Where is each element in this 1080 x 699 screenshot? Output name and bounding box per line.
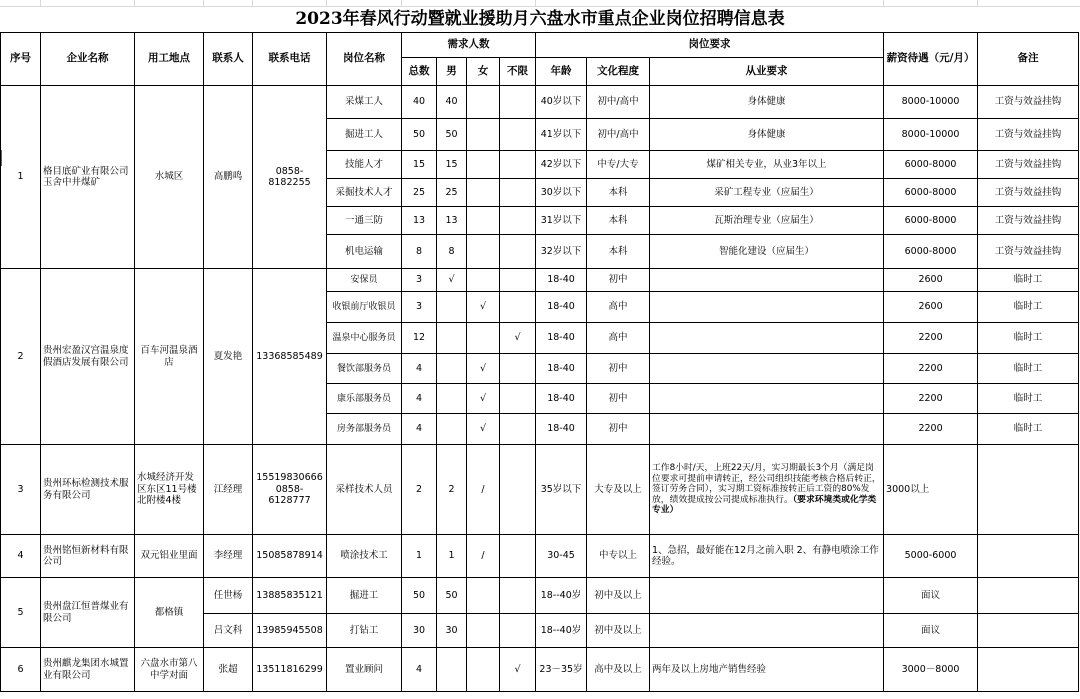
any-cell (500, 235, 536, 269)
experience-cell: 煤矿相关专业，从业3年以上 (650, 151, 884, 179)
age-cell: 30-45 (536, 535, 587, 578)
location-cell: 水城经济开发区东区11号楼北附楼4楼 (135, 445, 204, 535)
education-cell: 初中 (587, 354, 650, 384)
header-seq: 序号 (1, 33, 41, 86)
age-cell: 18-40 (536, 384, 587, 414)
seq-cell: 4 (1, 535, 41, 578)
female-cell: √ (467, 384, 500, 414)
experience-cell: 身体健康 (650, 86, 884, 119)
phone-cell: 13885835121 (253, 578, 327, 614)
age-cell: 18-40 (536, 269, 587, 292)
total-cell: 13 (402, 207, 437, 235)
female-cell: √ (467, 292, 500, 323)
male-cell: 2 (437, 445, 467, 535)
total-cell: 3 (402, 269, 437, 292)
age-cell: 18--40岁 (536, 578, 587, 614)
education-cell: 本科 (587, 235, 650, 269)
female-cell (467, 648, 500, 692)
any-cell (500, 207, 536, 235)
any-cell (500, 179, 536, 207)
male-cell (437, 292, 467, 323)
age-cell: 23－35岁 (536, 648, 587, 692)
position-cell: 掘进工人 (327, 119, 402, 151)
any-cell (500, 614, 536, 648)
total-cell: 40 (402, 86, 437, 119)
phone-cell: 15085878914 (253, 535, 327, 578)
experience-cell: 采矿工程专业（应届生） (650, 179, 884, 207)
age-cell: 40岁以下 (536, 86, 587, 119)
any-cell (500, 384, 536, 414)
location-cell: 双元铝业里面 (135, 535, 204, 578)
education-cell: 初中 (587, 384, 650, 414)
total-cell: 4 (402, 648, 437, 692)
total-cell: 50 (402, 119, 437, 151)
phone-cell: 13368585489 (253, 269, 327, 445)
male-cell (437, 354, 467, 384)
experience-cell (650, 323, 884, 354)
total-cell: 4 (402, 354, 437, 384)
salary-cell: 2200 (884, 384, 978, 414)
education-cell: 本科 (587, 179, 650, 207)
salary-cell: 2600 (884, 292, 978, 323)
header-location: 用工地点 (135, 33, 204, 86)
total-cell: 15 (402, 151, 437, 179)
female-cell: / (467, 535, 500, 578)
remark-cell (978, 614, 1079, 648)
male-cell: 30 (437, 614, 467, 648)
age-cell: 18-40 (536, 414, 587, 445)
experience-cell: 瓦斯治理专业（应届生） (650, 207, 884, 235)
male-cell: √ (437, 269, 467, 292)
any-cell (500, 414, 536, 445)
salary-cell: 3000以上 (884, 445, 978, 535)
table-row (1, 269, 1079, 292)
location-cell: 六盘水市第八中学对面 (135, 648, 204, 692)
male-cell: 50 (437, 119, 467, 151)
any-cell: √ (500, 323, 536, 354)
seq-cell: 5 (1, 578, 41, 648)
education-cell: 初中/高中 (587, 86, 650, 119)
age-cell: 18-40 (536, 323, 587, 354)
remark-cell: 临时工 (978, 414, 1079, 445)
male-cell: 50 (437, 578, 467, 614)
remark-cell: 临时工 (978, 292, 1079, 323)
salary-cell: 2200 (884, 323, 978, 354)
total-cell: 2 (402, 445, 437, 535)
female-cell (467, 86, 500, 119)
seq-cell: 6 (1, 648, 41, 692)
seq-cell: 3 (1, 445, 41, 535)
experience-emphasis: （要求环境类或化学类专业） (652, 494, 877, 516)
phone-cell: 15519830666 0858-6128777 (253, 445, 327, 535)
recruitment-table (0, 32, 1079, 692)
experience-cell (650, 292, 884, 323)
male-cell: 15 (437, 151, 467, 179)
remark-cell: 临时工 (978, 384, 1079, 414)
header-total: 总数 (402, 58, 437, 86)
location-cell: 都格镇 (135, 578, 204, 648)
any-cell (500, 354, 536, 384)
male-cell: 25 (437, 179, 467, 207)
position-cell: 掘进工 (327, 578, 402, 614)
total-cell: 4 (402, 414, 437, 445)
female-cell (467, 235, 500, 269)
education-cell: 本科 (587, 207, 650, 235)
experience-cell (650, 384, 884, 414)
table-row (1, 578, 1079, 614)
education-cell: 大专及以上 (587, 445, 650, 535)
experience-cell (650, 578, 884, 614)
position-cell: 置业顾问 (327, 648, 402, 692)
seq-cell: 2 (1, 269, 41, 445)
experience-cell: 身体健康 (650, 119, 884, 151)
remark-cell (978, 648, 1079, 692)
education-cell: 高中 (587, 292, 650, 323)
salary-cell: 3000－8000 (884, 648, 978, 692)
male-cell: 40 (437, 86, 467, 119)
education-cell: 高中 (587, 323, 650, 354)
female-cell (467, 578, 500, 614)
female-cell (467, 614, 500, 648)
salary-cell: 6000-8000 (884, 151, 978, 179)
location-cell: 水城区 (135, 86, 204, 269)
remark-cell: 临时工 (978, 323, 1079, 354)
company-cell: 贵州盘江恒普煤业有限公司 (41, 578, 135, 648)
remark-cell (978, 578, 1079, 614)
position-cell: 安保员 (327, 269, 402, 292)
experience-cell (650, 445, 884, 535)
age-cell: 18-40 (536, 292, 587, 323)
age-cell: 41岁以下 (536, 119, 587, 151)
header-any: 不限 (500, 58, 536, 86)
female-cell: √ (467, 414, 500, 445)
age-cell: 35岁以下 (536, 445, 587, 535)
position-cell: 温泉中心服务员 (327, 323, 402, 354)
location-cell: 百车河温泉酒店 (135, 269, 204, 445)
male-cell (437, 648, 467, 692)
remark-cell: 临时工 (978, 354, 1079, 384)
header-remark: 备注 (978, 33, 1079, 86)
age-cell: 42岁以下 (536, 151, 587, 179)
position-cell: 喷涂技术工 (327, 535, 402, 578)
position-cell: 一通三防 (327, 207, 402, 235)
header-demand: 需求人数 (402, 33, 536, 58)
salary-cell: 8000-10000 (884, 86, 978, 119)
header-phone: 联系电话 (253, 33, 327, 86)
remark-cell: 工资与效益挂钩 (978, 235, 1079, 269)
position-cell: 收银前厅收银员 (327, 292, 402, 323)
remark-cell: 工资与效益挂钩 (978, 179, 1079, 207)
position-cell: 采掘技术人才 (327, 179, 402, 207)
age-cell: 30岁以下 (536, 179, 587, 207)
any-cell: √ (500, 648, 536, 692)
salary-cell: 2600 (884, 269, 978, 292)
salary-cell: 6000-8000 (884, 207, 978, 235)
contact-cell: 吕文科 (204, 614, 253, 648)
remark-cell: 工资与效益挂钩 (978, 151, 1079, 179)
total-cell: 30 (402, 614, 437, 648)
any-cell (500, 119, 536, 151)
female-cell: / (467, 445, 500, 535)
header-age: 年龄 (536, 58, 587, 86)
female-cell (467, 151, 500, 179)
remark-cell (978, 535, 1079, 578)
education-cell: 高中及以上 (587, 648, 650, 692)
contact-cell: 高鹏鸣 (204, 86, 253, 269)
contact-cell: 任世杨 (204, 578, 253, 614)
male-cell: 13 (437, 207, 467, 235)
experience-cell: 1、急招，最好能在12月之前入职 2、有静电喷涂工作经验。 (650, 535, 884, 578)
any-cell (500, 578, 536, 614)
male-cell: 8 (437, 235, 467, 269)
table-row (1, 445, 1079, 535)
salary-cell: 5000-6000 (884, 535, 978, 578)
experience-cell: 两年及以上房地产销售经验 (650, 648, 884, 692)
position-cell: 机电运输 (327, 235, 402, 269)
position-cell: 餐饮部服务员 (327, 354, 402, 384)
seq-cell: 1 (1, 86, 41, 269)
header-contact: 联系人 (204, 33, 253, 86)
position-cell: 采煤工人 (327, 86, 402, 119)
total-cell: 3 (402, 292, 437, 323)
experience-cell (650, 269, 884, 292)
education-cell: 初中/高中 (587, 119, 650, 151)
total-cell: 12 (402, 323, 437, 354)
female-cell (467, 119, 500, 151)
experience-cell (650, 354, 884, 384)
salary-cell: 2200 (884, 414, 978, 445)
remark-cell: 工资与效益挂钩 (978, 86, 1079, 119)
female-cell (467, 323, 500, 354)
remark-cell: 工资与效益挂钩 (978, 207, 1079, 235)
female-cell (467, 269, 500, 292)
age-cell: 32岁以下 (536, 235, 587, 269)
male-cell (437, 384, 467, 414)
company-cell: 贵州铭恒新材料有限公司 (41, 535, 135, 578)
education-cell: 中专/大专 (587, 151, 650, 179)
contact-cell: 李经理 (204, 535, 253, 578)
male-cell (437, 414, 467, 445)
any-cell (500, 86, 536, 119)
salary-cell: 2200 (884, 354, 978, 384)
header-salary: 薪资待遇（元/月） (884, 33, 978, 86)
total-cell: 50 (402, 578, 437, 614)
phone-cell: 13511816299 (253, 648, 327, 692)
header-education: 文化程度 (587, 58, 650, 86)
header-position: 岗位名称 (327, 33, 402, 86)
company-cell: 贵州麒龙集团水城置业有限公司 (41, 648, 135, 692)
position-cell: 技能人才 (327, 151, 402, 179)
salary-cell: 8000-10000 (884, 119, 978, 151)
phone-cell: 13985945508 (253, 614, 327, 648)
education-cell: 初中及以上 (587, 614, 650, 648)
total-cell: 4 (402, 384, 437, 414)
any-cell (500, 445, 536, 535)
table-row (1, 86, 1079, 119)
header-female: 女 (467, 58, 500, 86)
header-male: 男 (437, 58, 467, 86)
sheet-title: 2023年春风行动暨就业援助月六盘水市重点企业岗位招聘信息表 (295, 9, 785, 29)
education-cell: 初中及以上 (587, 578, 650, 614)
salary-cell: 面议 (884, 578, 978, 614)
position-cell: 康乐部服务员 (327, 384, 402, 414)
experience-text: 工作8小时/天，上班22天/月，实习期最长3个月（满足岗位要求可提前申请转正，经公司组织技能考核合格后转正，签订劳务合同），实习期工资标准按转正后工资的80%发放，绩效提成按公司提成标准执行。 (652, 463, 881, 505)
position-cell: 采样技术人员 (327, 445, 402, 535)
salary-cell: 6000-8000 (884, 179, 978, 207)
female-cell (467, 179, 500, 207)
total-cell: 25 (402, 179, 437, 207)
total-cell: 1 (402, 535, 437, 578)
header-requirements: 岗位要求 (536, 33, 884, 58)
education-cell: 初中 (587, 269, 650, 292)
experience-cell (650, 414, 884, 445)
age-cell: 18--40岁 (536, 614, 587, 648)
position-cell: 打钻工 (327, 614, 402, 648)
remark-cell (978, 445, 1079, 535)
male-cell: 1 (437, 535, 467, 578)
any-cell (500, 535, 536, 578)
company-cell: 贵州宏盈汉宫温泉度假酒店发展有限公司 (41, 269, 135, 445)
age-cell: 18-40 (536, 354, 587, 384)
education-cell: 中专以上 (587, 535, 650, 578)
any-cell (500, 292, 536, 323)
company-cell: 格目底矿业有限公司玉舍中井煤矿 (41, 86, 135, 269)
table-row (1, 648, 1079, 692)
phone-cell: 0858-8182255 (253, 86, 327, 269)
header-experience: 从业要求 (650, 58, 884, 86)
salary-cell: 面议 (884, 614, 978, 648)
remark-cell: 工资与效益挂钩 (978, 119, 1079, 151)
company-cell: 贵州环标检测技术服务有限公司 (41, 445, 135, 535)
any-cell (500, 151, 536, 179)
female-cell (467, 207, 500, 235)
experience-cell (650, 614, 884, 648)
age-cell: 31岁以下 (536, 207, 587, 235)
female-cell: √ (467, 354, 500, 384)
any-cell (500, 269, 536, 292)
experience-cell: 智能化建设（应届生） (650, 235, 884, 269)
header-company: 企业名称 (41, 33, 135, 86)
table-row (1, 535, 1079, 578)
contact-cell: 张超 (204, 648, 253, 692)
total-cell: 8 (402, 235, 437, 269)
education-cell: 初中 (587, 414, 650, 445)
male-cell (437, 323, 467, 354)
contact-cell: 夏发艳 (204, 269, 253, 445)
remark-cell: 临时工 (978, 269, 1079, 292)
contact-cell: 江经理 (204, 445, 253, 535)
position-cell: 房务部服务员 (327, 414, 402, 445)
salary-cell: 6000-8000 (884, 235, 978, 269)
